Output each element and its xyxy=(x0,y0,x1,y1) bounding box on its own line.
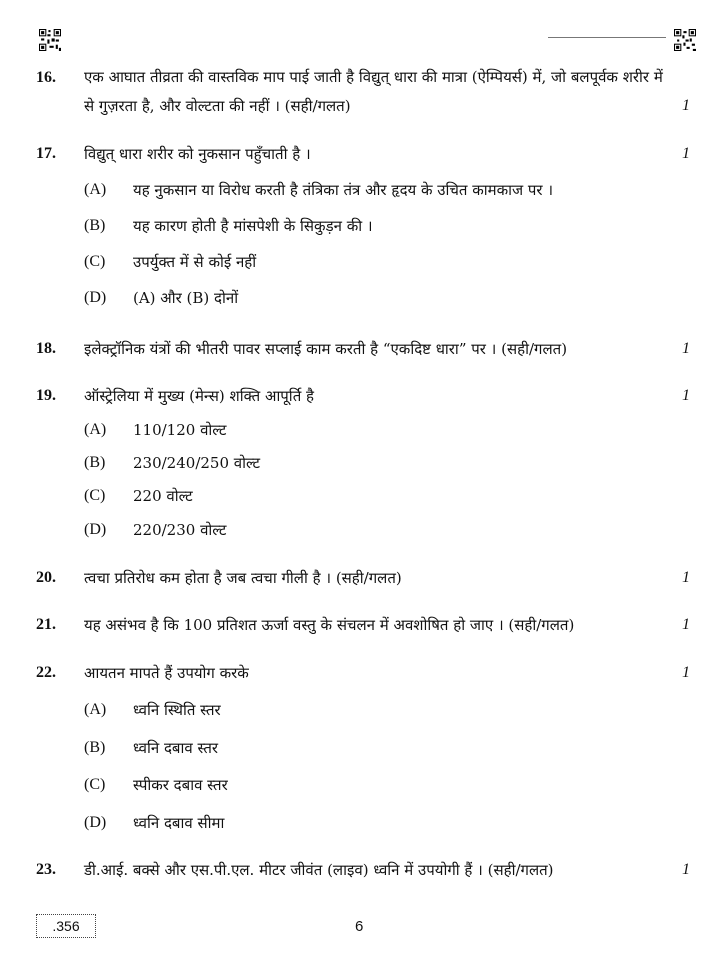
question-marks: 1 xyxy=(682,97,690,114)
option-text: ध्वनि दबाव स्तर xyxy=(133,739,219,757)
option-text: ध्वनि स्थिति स्तर xyxy=(133,701,221,719)
option-text: स्पीकर दबाव स्तर xyxy=(133,776,228,794)
question-marks: 1 xyxy=(682,145,690,162)
option-label: (C) xyxy=(84,487,106,504)
option-label: (D) xyxy=(84,814,107,831)
option-label: (B) xyxy=(84,454,106,471)
option-label: (B) xyxy=(84,739,106,756)
question-number: 16. xyxy=(36,69,56,86)
question-marks: 1 xyxy=(682,340,690,357)
question-number: 17. xyxy=(36,145,56,162)
question-text: एक आघात तीव्रता की वास्तविक माप पाई जाती है विद्युत् धारा की मात्रा (ऐम्पियर्स) में, जो बलपूर्वक शरीर में से गुज़रता है, और वोल्टता की नहीं । (सही/गलत) xyxy=(84,68,663,115)
option-label: (A) xyxy=(84,701,107,718)
option-text: (A) और (B) दोनों xyxy=(133,289,239,307)
qr-code-left xyxy=(39,29,61,51)
option-label: (A) xyxy=(84,181,107,198)
question-marks: 1 xyxy=(682,569,690,586)
option-label: (C) xyxy=(84,253,106,270)
question-text: यह असंभव है कि 100 प्रतिशत ऊर्जा वस्तु के संचलन में अवशोषित हो जाए । (सही/गलत) xyxy=(84,616,575,634)
option-label: (B) xyxy=(84,217,106,234)
option-text: 230/240/250 वोल्ट xyxy=(133,454,261,472)
option-text: यह कारण होती है मांसपेशी के सिकुड़न की । xyxy=(133,217,373,235)
option-label: (C) xyxy=(84,776,106,793)
option-text: ध्वनि दबाव सीमा xyxy=(133,814,225,832)
question-text: विद्युत् धारा शरीर को नुकसान पहुँचाती है । xyxy=(84,145,311,163)
option-label: (A) xyxy=(84,421,107,438)
question-number: 19. xyxy=(36,387,56,404)
question-text: इलेक्ट्रॉनिक यंत्रों की भीतरी पावर सप्लाई काम करती है “एकदिष्ट धारा” पर । (सही/गलत) xyxy=(84,340,568,358)
option-text: यह नुकसान या विरोध करती है तंत्रिका तंत्र और हृदय के उचित कामकाज पर । xyxy=(133,181,554,199)
option-text: 220/230 वोल्ट xyxy=(133,521,227,539)
question-number: 21. xyxy=(36,616,56,633)
option-label: (D) xyxy=(84,289,107,306)
page-number: 6 xyxy=(355,918,364,935)
question-marks: 1 xyxy=(682,861,690,878)
question-text: त्वचा प्रतिरोध कम होता है जब त्वचा गीली है । (सही/गलत) xyxy=(84,569,402,587)
question-number: 22. xyxy=(36,664,56,681)
question-marks: 1 xyxy=(682,387,690,404)
question-number: 20. xyxy=(36,569,56,586)
paper-code: .356 xyxy=(36,914,96,938)
question-number: 18. xyxy=(36,340,56,357)
option-text: उपर्युक्त में से कोई नहीं xyxy=(133,253,257,271)
option-label: (D) xyxy=(84,521,107,538)
question-text: डी.आई. बक्से और एस.पी.एल. मीटर जीवंत (लाइव) ध्वनि में उपयोगी हैं । (सही/गलत) xyxy=(84,861,554,879)
option-text: 220 वोल्ट xyxy=(133,487,193,505)
header-rule xyxy=(548,37,666,38)
question-number: 23. xyxy=(36,861,56,878)
question-marks: 1 xyxy=(682,616,690,633)
question-text: ऑस्ट्रेलिया में मुख्य (मेन्स) शक्ति आपूर्ति है xyxy=(84,387,314,405)
qr-code-right xyxy=(674,29,696,51)
option-text: 110/120 वोल्ट xyxy=(133,421,227,439)
question-marks: 1 xyxy=(682,664,690,681)
question-text: आयतन मापते हैं उपयोग करके xyxy=(84,664,249,682)
